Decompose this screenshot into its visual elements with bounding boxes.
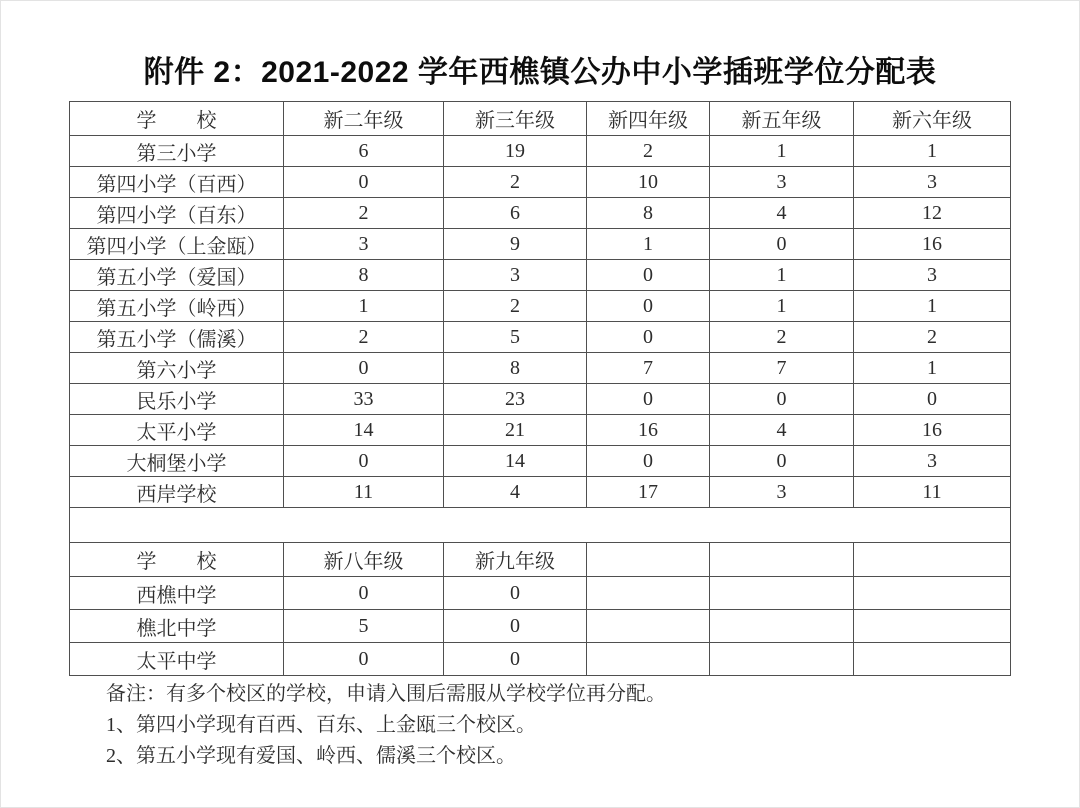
school-name-cell: 西岸学校 xyxy=(70,477,284,508)
seat-count-cell: 0 xyxy=(587,260,710,291)
seat-count-cell: 4 xyxy=(710,198,854,229)
grade5-header-cell: 新五年级 xyxy=(710,102,854,136)
table-row xyxy=(70,260,1011,291)
note-line: 备注：有多个校区的学校，申请入围后需服从学校学位再分配。 xyxy=(106,683,666,705)
grade3-header-cell: 新三年级 xyxy=(444,102,587,136)
seat-count-cell: 16 xyxy=(587,415,710,446)
seat-count-cell: 0 xyxy=(587,384,710,415)
seat-count-cell: 0 xyxy=(284,577,444,610)
seat-count-cell: 3 xyxy=(710,167,854,198)
seat-count-cell: 2 xyxy=(444,167,587,198)
empty-header-cell xyxy=(854,543,1011,577)
seat-count-cell: 2 xyxy=(710,322,854,353)
seat-count-cell xyxy=(710,577,854,610)
seat-count-cell: 1 xyxy=(587,229,710,260)
seat-count-cell: 1 xyxy=(284,291,444,322)
seat-count-cell: 3 xyxy=(710,477,854,508)
table-row xyxy=(70,643,1011,676)
grade4-header-cell: 新四年级 xyxy=(587,102,710,136)
seat-count-cell: 7 xyxy=(710,353,854,384)
school-name-cell: 樵北中学 xyxy=(70,610,284,643)
seat-count-cell xyxy=(587,610,710,643)
table-row xyxy=(70,610,1011,643)
seat-count-cell xyxy=(854,577,1011,610)
seat-count-cell: 0 xyxy=(854,384,1011,415)
seat-count-cell: 0 xyxy=(284,167,444,198)
seat-count-cell: 16 xyxy=(854,229,1011,260)
table-row xyxy=(70,446,1011,477)
school-name-cell: 第四小学（上金瓯） xyxy=(70,229,284,260)
table-row xyxy=(70,353,1011,384)
table-row xyxy=(70,577,1011,610)
school-header-cell: 学 校 xyxy=(70,543,284,577)
seat-count-cell: 10 xyxy=(587,167,710,198)
seat-count-cell: 16 xyxy=(854,415,1011,446)
seat-count-cell xyxy=(854,643,1011,676)
seat-count-cell: 1 xyxy=(854,353,1011,384)
seat-count-cell: 19 xyxy=(444,136,587,167)
seat-count-cell: 3 xyxy=(854,167,1011,198)
seat-count-cell: 3 xyxy=(444,260,587,291)
secondary-school-rows xyxy=(70,577,1011,676)
seat-count-cell: 2 xyxy=(854,322,1011,353)
seat-count-cell: 23 xyxy=(444,384,587,415)
seat-count-cell: 5 xyxy=(444,322,587,353)
notes xyxy=(106,679,666,772)
seat-count-cell: 2 xyxy=(284,198,444,229)
seat-count-cell: 11 xyxy=(854,477,1011,508)
seat-count-cell: 0 xyxy=(587,291,710,322)
seat-count-cell: 7 xyxy=(587,353,710,384)
seat-count-cell: 6 xyxy=(284,136,444,167)
grade6-header-cell: 新六年级 xyxy=(854,102,1011,136)
seat-count-cell xyxy=(587,577,710,610)
seat-count-cell: 8 xyxy=(587,198,710,229)
seat-count-cell: 1 xyxy=(710,136,854,167)
empty-header-cell xyxy=(710,543,854,577)
seat-count-cell: 0 xyxy=(710,446,854,477)
secondary-header-row xyxy=(70,543,1011,577)
seat-count-cell: 0 xyxy=(444,610,587,643)
seat-count-cell: 0 xyxy=(444,643,587,676)
table-row xyxy=(70,167,1011,198)
table-row xyxy=(70,322,1011,353)
table-row xyxy=(70,198,1011,229)
seat-count-cell: 0 xyxy=(710,229,854,260)
page-title: 附件 2：2021-2022 学年西樵镇公办中小学插班学位分配表 xyxy=(143,56,937,89)
table-row xyxy=(70,477,1011,508)
seat-count-cell: 12 xyxy=(854,198,1011,229)
seat-count-cell: 2 xyxy=(284,322,444,353)
seat-count-cell: 8 xyxy=(284,260,444,291)
grade2-header-cell: 新二年级 xyxy=(284,102,444,136)
seat-count-cell: 0 xyxy=(284,643,444,676)
seat-count-cell: 0 xyxy=(444,577,587,610)
seat-count-cell: 21 xyxy=(444,415,587,446)
school-name-cell: 第五小学（爱国） xyxy=(70,260,284,291)
table-row xyxy=(70,415,1011,446)
seat-allocation-table xyxy=(69,101,1011,676)
school-name-cell: 第四小学（百西） xyxy=(70,167,284,198)
seat-count-cell: 5 xyxy=(284,610,444,643)
seat-count-cell: 1 xyxy=(710,291,854,322)
seat-count-cell: 4 xyxy=(444,477,587,508)
secondary-header xyxy=(70,543,1011,577)
seat-count-cell: 11 xyxy=(284,477,444,508)
spacer-section xyxy=(70,508,1011,543)
seat-count-cell: 17 xyxy=(587,477,710,508)
seat-count-cell: 1 xyxy=(854,291,1011,322)
seat-count-cell: 0 xyxy=(710,384,854,415)
seat-count-cell: 3 xyxy=(854,446,1011,477)
seat-count-cell: 0 xyxy=(587,446,710,477)
table-row xyxy=(70,291,1011,322)
grade8-header-cell: 新八年级 xyxy=(284,543,444,577)
seat-count-cell: 6 xyxy=(444,198,587,229)
seat-count-cell: 2 xyxy=(587,136,710,167)
school-name-cell: 大桐堡小学 xyxy=(70,446,284,477)
school-name-cell: 第四小学（百东） xyxy=(70,198,284,229)
seat-count-cell: 0 xyxy=(284,353,444,384)
grade9-header-cell: 新九年级 xyxy=(444,543,587,577)
primary-school-rows xyxy=(70,136,1011,508)
seat-count-cell xyxy=(587,643,710,676)
seat-count-cell xyxy=(854,610,1011,643)
school-name-cell: 太平小学 xyxy=(70,415,284,446)
seat-count-cell: 0 xyxy=(284,446,444,477)
seat-count-cell: 33 xyxy=(284,384,444,415)
seat-count-cell: 14 xyxy=(284,415,444,446)
spacer-cell xyxy=(70,508,1011,543)
seat-count-cell: 9 xyxy=(444,229,587,260)
table-row xyxy=(70,384,1011,415)
seat-count-cell: 14 xyxy=(444,446,587,477)
seat-count-cell: 2 xyxy=(444,291,587,322)
seat-count-cell xyxy=(710,643,854,676)
seat-count-cell: 8 xyxy=(444,353,587,384)
empty-header-cell xyxy=(587,543,710,577)
primary-header xyxy=(70,102,1011,136)
school-name-cell: 第五小学（儒溪） xyxy=(70,322,284,353)
seat-count-cell: 1 xyxy=(710,260,854,291)
table-row xyxy=(70,136,1011,167)
school-name-cell: 民乐小学 xyxy=(70,384,284,415)
table-row xyxy=(70,229,1011,260)
seat-count-cell: 4 xyxy=(710,415,854,446)
school-header-cell: 学 校 xyxy=(70,102,284,136)
spacer-row xyxy=(70,508,1011,543)
note-line: 2、第五小学现有爱国、岭西、儒溪三个校区。 xyxy=(106,745,516,767)
school-name-cell: 西樵中学 xyxy=(70,577,284,610)
school-name-cell: 第六小学 xyxy=(70,353,284,384)
seat-count-cell xyxy=(710,610,854,643)
note-line: 1、第四小学现有百西、百东、上金瓯三个校区。 xyxy=(106,714,536,736)
seat-count-cell: 0 xyxy=(587,322,710,353)
school-name-cell: 第三小学 xyxy=(70,136,284,167)
primary-header-row xyxy=(70,102,1011,136)
school-name-cell: 第五小学（岭西） xyxy=(70,291,284,322)
seat-count-cell: 1 xyxy=(854,136,1011,167)
school-name-cell: 太平中学 xyxy=(70,643,284,676)
seat-count-cell: 3 xyxy=(854,260,1011,291)
seat-count-cell: 3 xyxy=(284,229,444,260)
